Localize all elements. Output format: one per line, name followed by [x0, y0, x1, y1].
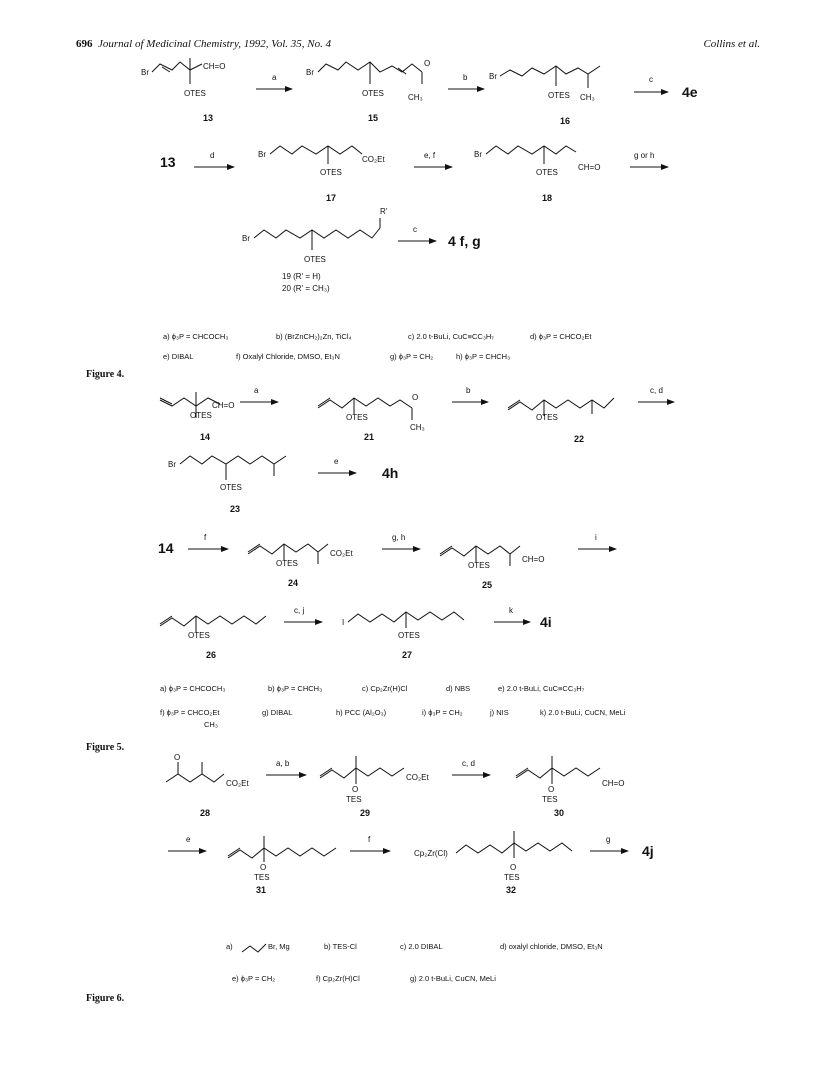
journal-citation: Journal of Medicinal Chemistry, 1992, Vol. 35, No. 4: [98, 38, 332, 50]
condition-d: d) oxalyl chloride, DMSO, Et₃N: [500, 942, 603, 951]
arrow-label-ab: a, b: [276, 759, 290, 768]
compound-number-17: 17: [326, 193, 337, 203]
compound-number-13: 13: [203, 113, 214, 123]
methyl-label: CH₃: [580, 93, 595, 102]
condition-g: g) ϕ₃P = CH₂: [390, 352, 434, 361]
otes-label: OTES: [362, 89, 384, 98]
compound-26-structure: [160, 616, 266, 660]
aldehyde-label: CH=O: [578, 163, 601, 172]
aldehyde-label: CH=O: [522, 555, 545, 564]
bromo-label: Br: [258, 150, 266, 159]
condition-f: f) ϕ₃P = CHCO₂Et: [160, 708, 220, 717]
compound-number-25: 25: [482, 580, 493, 590]
compound-number-26: 26: [206, 650, 217, 660]
compound-13-structure: [141, 58, 225, 123]
condition-e: e) ϕ₃P = CH₂: [232, 974, 276, 983]
arrow-label-ef: e, f: [424, 151, 436, 160]
condition-h: h) ϕ₃P = CHCH₃: [456, 352, 511, 361]
compound-number-24: 24: [288, 578, 299, 588]
arrow-label-b: b: [463, 73, 468, 82]
methyl-label: CH₃: [408, 93, 423, 102]
condition-a-reagent: Br, Mg: [268, 942, 290, 951]
otes-label: OTES: [304, 255, 326, 264]
tes-label: TES: [254, 873, 270, 882]
compound-23-structure: [168, 456, 286, 514]
compound-30-structure: [516, 756, 624, 818]
compound-number-14: 14: [200, 432, 211, 442]
compound-number-16: 16: [560, 116, 571, 126]
bromo-label: Br: [141, 68, 149, 77]
compound-17-structure: [258, 146, 385, 203]
compound-31-structure: [228, 836, 336, 895]
figure-6-conditions: [226, 942, 603, 983]
product-4fg: 4 f, g: [448, 233, 481, 249]
condition-e: e) DIBAL: [163, 352, 194, 361]
page-number: 696: [76, 38, 93, 50]
arrow-label-cj: c, j: [294, 606, 305, 615]
otes-label: OTES: [468, 561, 490, 570]
methyl-label: CH₃: [410, 423, 425, 432]
ketone-o: O: [174, 753, 181, 762]
condition-c: c) 2.0 t-BuLi, CuC≡CC₃H₇: [408, 332, 494, 341]
figure-6-scheme: [86, 753, 654, 1004]
compound-number-27: 27: [402, 650, 413, 660]
bromo-label: Br: [474, 150, 482, 159]
otes-label: OTES: [276, 559, 298, 568]
compound-number-32: 32: [506, 885, 517, 895]
product-4i: 4i: [540, 614, 552, 630]
arrow-label-g: g: [606, 835, 611, 844]
condition-c: c) 2.0 DIBAL: [400, 942, 443, 951]
condition-i: i) ϕ₃P = CH₂: [422, 708, 463, 717]
tes-label: TES: [542, 795, 558, 804]
aldehyde-label: CH=O: [212, 401, 235, 410]
condition-g: g) DIBAL: [262, 708, 293, 717]
figure-4-conditions: [163, 332, 592, 361]
otes-label: OTES: [536, 168, 558, 177]
tes-label: TES: [346, 795, 362, 804]
compound-number-21: 21: [364, 432, 375, 442]
bromo-label: Br: [306, 68, 314, 77]
compound-number-18: 18: [542, 193, 553, 203]
allyl-glyph: [242, 944, 266, 952]
aldehyde-label: CH=O: [203, 62, 226, 71]
zirconocene-label: Cp₂Zr(Cl): [414, 849, 448, 858]
compound-32-structure: [414, 831, 572, 895]
arrow-label-k: k: [509, 606, 513, 615]
r-prime-label: R': [380, 207, 388, 216]
otes-label: OTES: [398, 631, 420, 640]
condition-c: c) Cp₂Zr(H)Cl: [362, 684, 408, 693]
compound-number-20: 20 (R' = CH₃): [282, 284, 330, 293]
arrow-label-gh: g, h: [392, 533, 406, 542]
ketone-o: O: [412, 393, 419, 402]
arrow-label-i: i: [595, 533, 597, 542]
compound-number-31: 31: [256, 885, 267, 895]
arrow-label-c: c: [649, 75, 653, 84]
arrow-label-e: e: [334, 457, 339, 466]
condition-d: d) NBS: [446, 684, 471, 693]
tes-label: TES: [504, 873, 520, 882]
ester-label: CO₂Et: [362, 155, 385, 164]
otes-label: OTES: [220, 483, 242, 492]
ether-o: O: [548, 785, 555, 794]
arrow-label-a: a: [272, 73, 277, 82]
compound-16-structure: [489, 66, 600, 126]
arrow-label-cd: c, d: [462, 759, 475, 768]
product-4j: 4j: [642, 843, 654, 859]
figure-5-scheme: [86, 386, 674, 753]
condition-e: e) 2.0 t-BuLi, CuC≡CC₃H₇: [498, 684, 585, 693]
otes-label: OTES: [346, 413, 368, 422]
bromo-label: Br: [489, 72, 497, 81]
aldehyde-label: CH=O: [602, 779, 625, 788]
condition-h: h) PCC (Al₂O₃): [336, 708, 387, 717]
arrow-label-f: f: [204, 533, 207, 542]
condition-a: a) ϕ₃P = CHCOCH₃: [160, 684, 226, 693]
figure-5-conditions: [160, 684, 626, 729]
arrow-label-d: d: [210, 151, 215, 160]
compound-number-23: 23: [230, 504, 241, 514]
compound-28-structure: [166, 753, 249, 818]
otes-label: OTES: [184, 89, 206, 98]
compound-21-structure: [318, 393, 425, 442]
condition-b: b) (BrZnCH₂)₂Zn, TiCl₄: [276, 332, 352, 341]
bromo-label: Br: [168, 460, 176, 469]
bromo-label: Br: [242, 234, 250, 243]
condition-b: b) TES-Cl: [324, 942, 357, 951]
ester-label: CO₂Et: [330, 549, 353, 558]
otes-label: OTES: [188, 631, 210, 640]
ether-o: O: [260, 863, 267, 872]
author-header: Collins et al.: [703, 38, 760, 50]
compound-number-30: 30: [554, 808, 565, 818]
figure-6-caption: Figure 6.: [86, 993, 125, 1004]
compound-24-structure: [248, 544, 353, 588]
arrow-label-a: a: [254, 386, 259, 395]
otes-label: OTES: [320, 168, 342, 177]
arrow-label-g-or-h: g or h: [634, 151, 655, 160]
compound-14-structure: [160, 392, 234, 442]
ester-label: CO₂Et: [226, 779, 249, 788]
compound-22-structure: [508, 398, 614, 444]
compound-number-19: 19 (R' = H): [282, 272, 321, 281]
compound-29-structure: [320, 756, 429, 818]
product-4e: 4e: [682, 84, 698, 100]
arrow-label-cd: c, d: [650, 386, 663, 395]
compound-18-structure: [474, 146, 600, 203]
ester-label: CO₂Et: [406, 773, 429, 782]
arrow-label-e: e: [186, 835, 191, 844]
otes-label: OTES: [536, 413, 558, 422]
condition-k: k) 2.0 t-BuLi, CuCN, MeLi: [540, 708, 626, 717]
compound-number-15: 15: [368, 113, 379, 123]
compound-19-20-structure: [242, 207, 388, 293]
figure-4-scheme: [86, 58, 698, 380]
arrow-label-c2: c: [413, 225, 417, 234]
compound-15-structure: [306, 59, 430, 123]
arrow-label-f: f: [368, 835, 371, 844]
condition-a: a): [226, 942, 233, 951]
product-4h: 4h: [382, 465, 399, 481]
iodo-label: I: [342, 618, 345, 627]
compound-27-structure: [342, 612, 464, 660]
ether-o: O: [352, 785, 359, 794]
figure-4-caption: Figure 4.: [86, 369, 125, 380]
condition-f-methyl: CH₃: [204, 720, 218, 729]
compound-number-29: 29: [360, 808, 371, 818]
compound-number-22: 22: [574, 434, 585, 444]
condition-a: a) ϕ₃P = CHCOCH₃: [163, 332, 229, 341]
condition-j: j) NIS: [490, 708, 509, 717]
ether-o: O: [510, 863, 517, 872]
condition-f: f) Oxalyl Chloride, DMSO, Et₃N: [236, 352, 340, 361]
starting-compound-14: 14: [158, 540, 174, 556]
condition-f: f) Cp₂Zr(H)Cl: [316, 974, 360, 983]
starting-compound-13: 13: [160, 154, 176, 170]
ketone-o: O: [424, 59, 431, 68]
condition-b: b) ϕ₃P = CHCH₃: [268, 684, 323, 693]
otes-label: OTES: [548, 91, 570, 100]
condition-d: d) ϕ₃P = CHCO₂Et: [530, 332, 592, 341]
condition-g: g) 2.0 t-BuLi, CuCN, MeLi: [410, 974, 496, 983]
compound-number-28: 28: [200, 808, 211, 818]
figure-5-caption: Figure 5.: [86, 742, 125, 753]
otes-label: OTES: [190, 411, 212, 420]
arrow-label-b: b: [466, 386, 471, 395]
compound-25-structure: [440, 546, 544, 590]
